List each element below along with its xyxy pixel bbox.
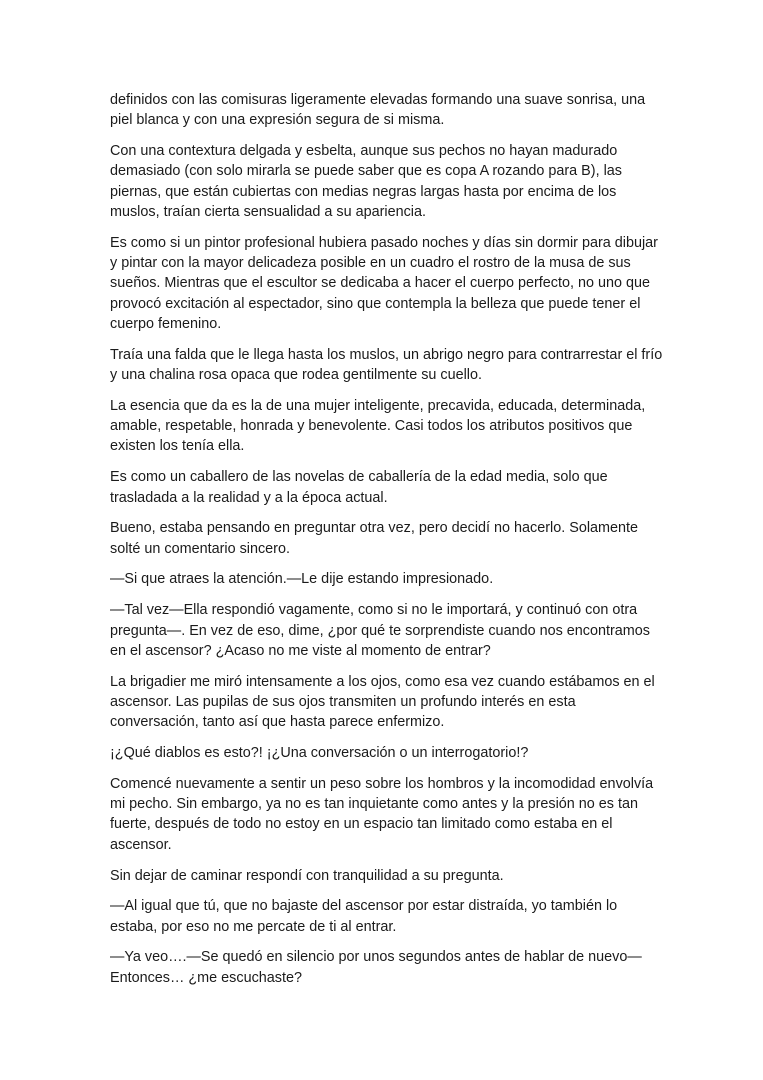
exclamation-line: ¡¿Qué diablos es esto?! ¡¿Una conversación o un interrogatorio!? [110,745,529,762]
body-text [110,90,663,988]
paragraph: Sin dejar de caminar respondí con tranquilidad a su pregunta. [110,867,504,884]
paragraph: La brigadier me miró intensamente a los ojos, como esa vez cuando estábamos en el ascensor. Las pupilas de sus ojos transmiten un profundo interés en esta conversación, tanto así que hasta parece enfermizo. [110,673,655,731]
paragraph: Es como un caballero de las novelas de caballería de la edad media, solo que trasladada a la realidad y a la época actual. [110,469,608,506]
dialogue-line: —Al igual que tú, que no bajaste del ascensor por estar distraída, yo también lo estaba, por eso no me percate de ti al entrar. [110,898,618,935]
paragraph: Traía una falda que le llega hasta los muslos, un abrigo negro para contrarrestar el frío y una chalina rosa opaca que rodea gentilmente su cuello. [110,346,663,384]
paragraph: definidos con las comisuras ligeramente elevadas formando una suave sonrisa, una piel blanca y con una expresión segura de si misma. [110,92,646,129]
paragraph: Es como si un pintor profesional hubiera pasado noches y días sin dormir para dibujar y pintar con la mayor delicadeza posible en un cuadro el rostro de la musa de sus sueños. Mientras que el escultor se dedicaba a hacer el cuerpo perfecto, no uno que provocó excitación al espectador, sino que contempla la belleza que puede tener el cuerpo femenino. [110,234,658,332]
paragraph: Con una contextura delgada y esbelta, aunque sus pechos no hayan madurado demasiado (con solo mirarla se puede saber que es copa A rozando para B), las piernas, que están cubiertas con medias negras largas hasta por encima de los muslos, traían cierta sensualidad a su apariencia. [110,143,622,220]
dialogue-line: —Si que atraes la atención.—Le dije estando impresionado. [110,571,494,588]
dialogue-line: —Ya veo….—Se quedó en silencio por unos segundos antes de hablar de nuevo—Entonces… ¿me escuchaste? [110,949,642,986]
dialogue-line: —Tal vez—Ella respondió vagamente, como si no le importará, y continuó con otra pregunta—. En vez de eso, dime, ¿por qué te sorprendiste cuando nos encontramos en el ascensor? ¿Acaso no me viste al momento de entrar? [110,602,650,659]
paragraph: Bueno, estaba pensando en preguntar otra vez, pero decidí no hacerlo. Solamente solté un comentario sincero. [110,520,639,557]
paragraph: Comencé nuevamente a sentir un peso sobre los hombros y la incomodidad envolvía mi pecho. Sin embargo, ya no es tan inquietante como antes y la presión no es tan fuerte, después de todo no estoy en un espacio tan limitado como estaba en el ascensor. [110,775,654,853]
paragraph: La esencia que da es la de una mujer inteligente, precavida, educada, determinada, amable, respetable, honrada y benevolente. Casi todos los atributos positivos que existen los tenía ella. [110,397,646,455]
